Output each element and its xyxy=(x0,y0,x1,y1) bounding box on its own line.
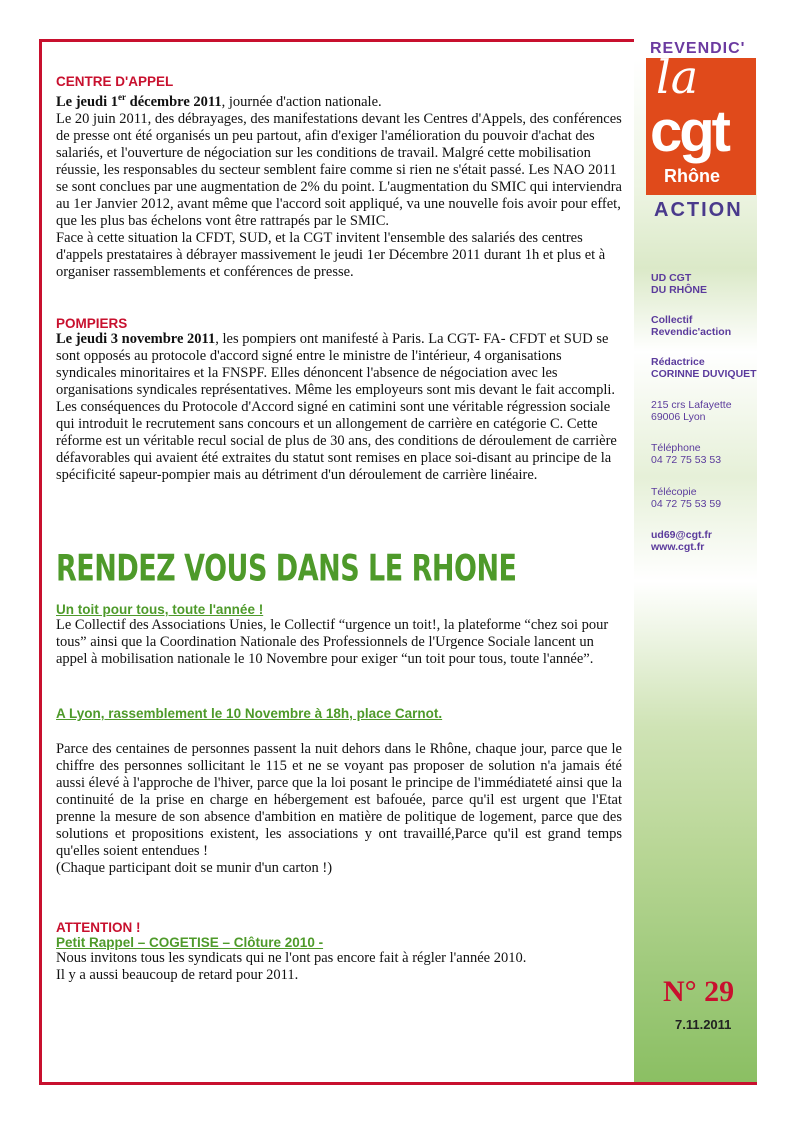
pompiers-body: Le jeudi 3 novembre 2011, les pompiers ont manifesté à Paris. La CGT- FA- CFDT et SUD se sont opposés au protocole d'accord signé entre le ministre de l'intérieur, 4 organisations syndicales minoritaires et la FNSPF. Elles dénoncent l'absence de négociation avec les organisations syndicales représentatives. Même les employeurs sont mis devant le fait accompli. Les conséquences du Protocole d'Accord signé en catimini sont une véritable régression sociale qui introduit le recrutement sans concours et un allongement de carrière en catégorie C. Cette réforme est un véritable recul social de plus de 30 ans, des conditions de déroulement de carrière défavorables qui avaient été extraites du statut sont remises en place soi-disant au principe de la spécificité sapeur-pompier mais au détriment d'un déroulement de carrière linéaire. xyxy=(56,331,617,483)
rendez-vous-title: RENDEZ VOUS DANS LE RHONE xyxy=(56,548,517,590)
fax-number: 04 72 75 53 59 xyxy=(651,498,722,510)
redactrice-name: CORINNE DUVIQUET xyxy=(651,368,757,380)
logo-action-text: ACTION xyxy=(654,199,743,221)
logo-revendic-text: REVENDIC' xyxy=(650,40,746,57)
telephone-label: Téléphone xyxy=(651,442,701,454)
ud-line1: UD CGT xyxy=(651,272,692,284)
cgt-logo xyxy=(646,58,756,195)
frame-left-rule xyxy=(39,39,42,1085)
centre-appel-heading: CENTRE D'APPEL xyxy=(56,74,174,89)
attention-line1: Nous invitons tous les syndicats qui ne l'ont pas encore fait à régler l'année 2010. xyxy=(56,950,527,966)
sidebar-band xyxy=(634,39,757,1082)
lyon-body: Parce des centaines de personnes passent la nuit dehors dans le Rhône, chaque jour, parce que le chiffre des personnes sollicitant le 115 et ne se voyant pas proposer de solution n'a jamais été aussi élevé à l'approche de l'hiver, parce que la loi posant le principe de l'immédiateté ainsi que la continuité de la prise en charge en hébergement est bafouée, parce qu'il est urgent que l'Etat prenne la mesure de son absence d'ambition en matière de politique de logement, parce que des solutions et propositions existent, les associations y ont travaillé,Parce qu'il est grand temps qu'elles soient entendues ! xyxy=(56,741,622,859)
toit-body: Le Collectif des Associations Unies, le Collectif “urgence un toit!, la plateforme “chez soi pour tous” ainsi que la Coordination Nationale des Professionnels de l'Urgence Sociale lancent un appel à mobilisation nationale le 10 Novembre pour exiger “un toit pour tous, toute l'année”. xyxy=(56,617,609,667)
collectif-line1: Collectif xyxy=(651,314,693,326)
centre-appel-body: Le 20 juin 2011, des débrayages, des manifestations devant les Centres d'Appels, des conférences de presse ont été organisés un peu partout, afin d'exiger l'amélioration du pouvoir d'achat des salariés, et l'ouverture de négociation sur les conditions de travail. Malgré cette mobilisation réussie, les responsables du secteur semblent faire comme si rien ne s'était passé. Les NAO 2011 se sont conclues par une augmentation de 2% du point. L'augmentation du SMIC qui interviendra au 1er Janvier 2012, avant même que l'accord soit appliqué, va une nouvelle fois avoir pour effet, que les plus bas échelons vont être rattrapés par le SMIC. xyxy=(56,110,622,229)
section-pompiers xyxy=(56,316,622,484)
ud-line2: DU RHÔNE xyxy=(651,284,708,296)
address-line2: 69006 Lyon xyxy=(651,411,706,423)
centre-appel-lead: Le jeudi 1er décembre 2011, journée d'action nationale. xyxy=(56,92,382,110)
email-link[interactable]: ud69@cgt.fr xyxy=(651,529,712,541)
section-attention xyxy=(56,920,622,984)
redactrice-label: Rédactrice xyxy=(651,356,705,368)
attention-line2: Il y a aussi beaucoup de retard pour 2011. xyxy=(56,967,299,983)
issue-date: 7.11.2011 xyxy=(675,1017,732,1032)
section-lyon xyxy=(56,706,622,877)
logo-cgt-text: cgt xyxy=(650,99,728,164)
telephone-number: 04 72 75 53 53 xyxy=(651,454,722,466)
lyon-note: (Chaque participant doit se munir d'un carton !) xyxy=(56,860,333,876)
fax-label: Télécopie xyxy=(651,486,697,498)
collectif-line2: Revendic'action xyxy=(651,326,732,338)
section-toit xyxy=(56,602,622,668)
frame-top-rule xyxy=(39,39,634,42)
logo-rhone-text: Rhône xyxy=(664,166,720,186)
attention-heading: ATTENTION ! xyxy=(56,920,141,935)
pompiers-heading: POMPIERS xyxy=(56,316,128,331)
website-link[interactable]: www.cgt.fr xyxy=(651,541,705,553)
centre-appel-body2: Face à cette situation la CFDT, SUD, et la CGT invitent l'ensemble des salariés des centres d'appels prestataires à débrayer massivement le jeudi 1er Décembre 2011 durant 1h et plus et à organiser rassemblements et conférences de presse. xyxy=(56,229,606,280)
section-centre-appel xyxy=(56,74,622,281)
lyon-heading: A Lyon, rassemblement le 10 Novembre à 18h, place Carnot. xyxy=(56,706,443,721)
toit-heading: Un toit pour tous, toute l'année ! xyxy=(56,602,264,617)
frame-bottom-rule xyxy=(39,1082,757,1085)
address-line1: 215 crs Lafayette xyxy=(651,399,732,411)
issue-number: N° 29 xyxy=(663,975,735,1008)
attention-subheading: Petit Rappel – COGETISE – Clôture 2010 - xyxy=(56,935,324,950)
logo-la-text: la xyxy=(656,58,699,104)
